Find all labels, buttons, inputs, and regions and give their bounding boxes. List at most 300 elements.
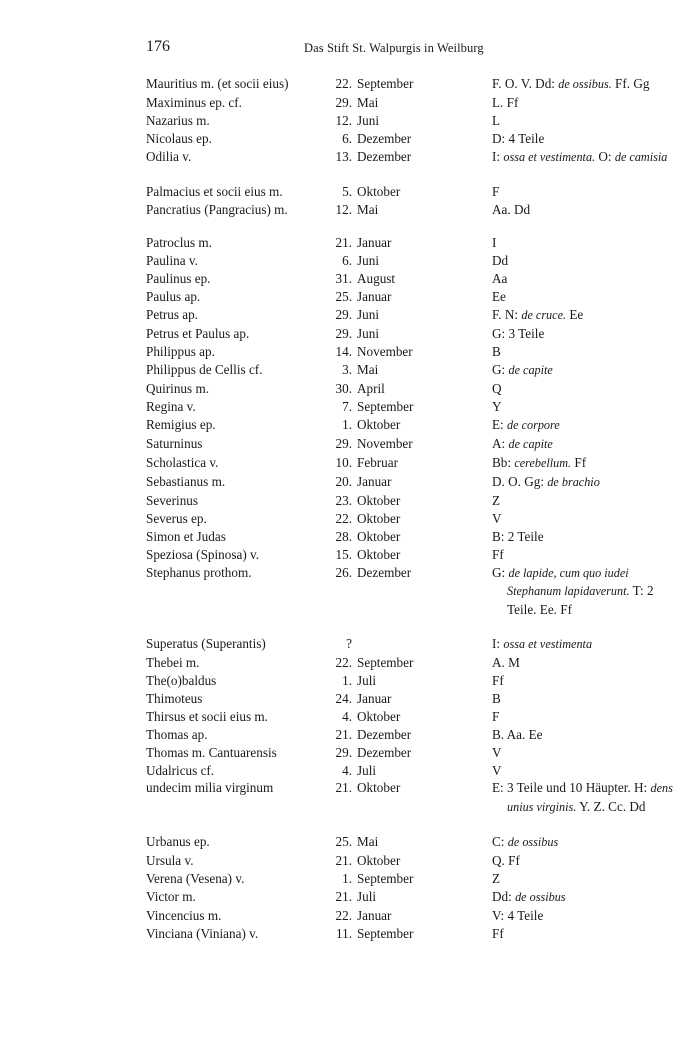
feast-date	[326, 852, 492, 870]
feast-month: Juli	[357, 762, 377, 778]
relic-note-latin: de ossibus.	[558, 77, 612, 91]
relic-note-latin: de ossibus	[507, 834, 559, 849]
feast-month: Oktober	[357, 183, 401, 199]
list-item	[146, 888, 656, 907]
saint-name: Ursula v.	[146, 852, 194, 868]
relic-sigla: G: 3 Teile	[492, 326, 545, 342]
feast-day: 11.	[336, 925, 352, 941]
relic-sigla: V	[492, 510, 502, 526]
relic-sigla: Y	[492, 398, 502, 414]
relic-note-latin: de cruce.	[521, 308, 567, 323]
saint-name: Scholastica v.	[146, 454, 219, 470]
feast-date	[326, 361, 492, 380]
saint-name: Nazarius m.	[146, 112, 210, 128]
feast-month: Januar	[357, 690, 392, 706]
feast-day: 21.	[335, 852, 352, 868]
relic-sigla: G:	[492, 362, 509, 377]
relic-note-latin: de camisia	[614, 149, 668, 164]
feast-month: Juni	[357, 112, 379, 128]
feast-date	[326, 398, 492, 416]
relic-sigla: Ff	[492, 925, 504, 941]
saint-name: Superatus (Superantis)	[146, 635, 266, 651]
relic-sigla: E:	[492, 416, 508, 432]
saint-name: Thirsus et socii eius m.	[146, 708, 268, 724]
feast-day: 4.	[342, 762, 352, 778]
relic-references	[492, 380, 681, 398]
relic-references	[492, 435, 681, 454]
relic-references	[492, 726, 681, 744]
feast-month: Januar	[357, 473, 392, 489]
saint-name: Thomas ap.	[146, 726, 208, 742]
saint-name: Nicolaus ep.	[146, 130, 212, 146]
feast-day: ?	[346, 635, 352, 651]
feast-date	[326, 252, 492, 270]
relic-references	[492, 343, 681, 361]
relic-references	[492, 252, 681, 270]
feast-date	[326, 708, 492, 726]
relic-references	[492, 762, 681, 780]
feast-day: 29.	[335, 326, 352, 342]
relic-references	[492, 564, 681, 619]
feast-date	[326, 148, 492, 167]
feast-day: 25.	[335, 833, 352, 849]
feast-month: Februar	[357, 454, 399, 470]
saint-name: Petrus ap.	[146, 307, 199, 323]
saint-name: Philippus ap.	[146, 344, 215, 360]
feast-day: 21.	[335, 235, 352, 251]
feast-date	[326, 201, 492, 219]
relic-note-latin: de capite	[508, 363, 553, 377]
feast-month: Oktober	[357, 852, 401, 868]
feast-day: 13.	[335, 148, 352, 164]
relic-sigla: Ff	[492, 546, 504, 562]
feast-day: 21.	[335, 726, 352, 742]
relic-references	[492, 510, 681, 528]
feast-day: 29.	[335, 307, 352, 323]
saint-name: Maximinus ep. cf.	[146, 94, 242, 110]
relic-sigla: F. O. V. Dd:	[492, 76, 559, 91]
feast-date	[326, 288, 492, 306]
saint-name: Sebastianus m.	[146, 473, 226, 489]
saint-name: Palmacius et socii eius m.	[146, 183, 283, 199]
list-item	[146, 288, 656, 306]
saint-name: Speziosa (Spinosa) v.	[146, 546, 260, 562]
relic-sigla: E: 3 Teile und 10 Häupter. H:	[492, 780, 651, 796]
feast-day: 20.	[335, 473, 352, 489]
relic-references	[492, 870, 681, 888]
list-item	[146, 112, 656, 130]
relic-sigla: Ee	[566, 307, 584, 323]
relic-references	[492, 654, 681, 672]
relic-references	[492, 288, 681, 306]
relic-sigla: B. Aa. Ee	[492, 726, 543, 742]
feast-date	[326, 726, 492, 744]
relic-references	[492, 94, 681, 112]
feast-date	[326, 672, 492, 690]
relic-sigla: A. M	[492, 654, 520, 670]
relic-references	[492, 779, 681, 816]
relic-references	[492, 361, 681, 380]
list-item	[146, 672, 656, 690]
feast-day: 25.	[335, 289, 352, 305]
relic-sigla: C:	[492, 833, 508, 849]
feast-month: September	[357, 925, 414, 941]
feast-month: September	[357, 654, 414, 670]
saint-name: Severus ep.	[146, 510, 207, 526]
list-item	[146, 870, 656, 888]
feast-date	[326, 744, 492, 762]
relic-note-latin: dens unius virginis.	[507, 781, 673, 815]
feast-date	[326, 779, 492, 816]
relic-sigla: D. O. Gg:	[492, 473, 548, 489]
list-item	[146, 690, 656, 708]
feast-date	[326, 435, 492, 454]
list-item	[146, 94, 656, 112]
feast-month: Oktober	[357, 416, 401, 432]
relic-sigla: B: 2 Teile	[492, 528, 544, 544]
feast-date	[326, 112, 492, 130]
list-item	[146, 270, 656, 288]
relic-sigla: L. Ff	[492, 94, 519, 110]
feast-month: Oktober	[357, 708, 401, 724]
saint-name: Stephanus prothom.	[146, 564, 252, 580]
feast-date	[326, 94, 492, 112]
feast-month: November	[357, 435, 413, 451]
list-item	[146, 201, 656, 219]
list-item	[146, 528, 656, 546]
relic-sigla: Dd:	[492, 888, 516, 904]
feast-date	[326, 306, 492, 325]
saint-name: Thebei m.	[146, 654, 200, 670]
list-item	[146, 325, 656, 343]
saint-name: Vinciana (Viniana) v.	[146, 925, 259, 941]
feast-day: 31.	[335, 271, 352, 287]
feast-date	[326, 833, 492, 852]
feast-month: Oktober	[357, 528, 401, 544]
saint-name: Paulina v.	[146, 253, 198, 269]
list-item	[146, 907, 656, 925]
feast-date	[326, 546, 492, 564]
running-title: Das Stift St. Walpurgis in Weilburg	[304, 41, 484, 55]
relic-references	[492, 546, 681, 564]
saint-name: Pancratius (Pangracius) m.	[146, 201, 288, 217]
feast-month: September	[357, 76, 414, 91]
relic-sigla: F. N:	[492, 307, 522, 323]
feast-day: 14.	[335, 344, 352, 360]
feast-month: Juni	[357, 326, 379, 342]
feast-month: Oktober	[357, 492, 401, 508]
feast-day: 4.	[342, 708, 352, 724]
feast-day: 26.	[335, 564, 352, 580]
page-number: 176	[146, 38, 170, 55]
saint-name: Saturninus	[146, 435, 203, 451]
list-item	[146, 454, 656, 473]
feast-day: 3.	[342, 362, 352, 377]
relic-sigla: V: 4 Teile	[492, 907, 544, 923]
list-item	[146, 252, 656, 270]
saint-name: Odilia v.	[146, 148, 192, 164]
relic-references	[492, 907, 681, 925]
list-item	[146, 306, 656, 325]
feast-date	[326, 492, 492, 510]
relic-sigla: I	[492, 235, 497, 251]
feast-date	[326, 380, 492, 398]
list-item	[146, 416, 656, 435]
saint-name: Verena (Vesena) v.	[146, 870, 245, 886]
list-item	[146, 75, 656, 94]
relic-sigla: I:	[492, 635, 504, 651]
list-item	[146, 744, 656, 762]
feast-day: 29.	[335, 435, 352, 451]
relic-sigla: V	[492, 744, 502, 760]
relic-sigla: O:	[595, 148, 615, 164]
relic-note-latin: de lapide, cum quo iudei Stephanum lapidaverunt.	[507, 565, 630, 599]
saint-name: Victor m.	[146, 888, 196, 904]
relic-note-latin: de capite	[508, 436, 553, 451]
feast-month: Dezember	[357, 744, 412, 760]
feast-month: Dezember	[357, 564, 412, 580]
feast-day: 5.	[342, 183, 352, 199]
relic-references	[492, 454, 681, 473]
feast-month: Juli	[357, 672, 377, 688]
list-item	[146, 361, 656, 380]
relic-references	[492, 635, 681, 654]
relic-references	[492, 148, 681, 167]
relic-references	[492, 833, 681, 852]
relic-references	[492, 112, 681, 130]
relic-sigla: Q	[492, 380, 502, 396]
feast-date	[326, 564, 492, 619]
feast-month: Januar	[357, 907, 392, 923]
relic-references	[492, 75, 681, 94]
feast-day: 21.	[335, 780, 352, 796]
feast-month: Juli	[357, 888, 377, 904]
relic-sigla: Dd	[492, 253, 509, 269]
relic-sigla: Bb:	[492, 454, 515, 470]
feast-day: 29.	[335, 744, 352, 760]
feast-month: April	[357, 380, 385, 396]
feast-date	[326, 907, 492, 925]
relic-references	[492, 852, 681, 870]
saint-name: Paulinus ep.	[146, 271, 211, 287]
list-item	[146, 726, 656, 744]
feast-day: 10.	[335, 454, 352, 470]
feast-day: 28.	[335, 528, 352, 544]
relic-sigla: Z	[492, 870, 501, 886]
feast-month: Mai	[357, 201, 379, 217]
relic-references	[492, 492, 681, 510]
feast-month: Januar	[357, 235, 392, 251]
relic-references	[492, 306, 681, 325]
relic-references	[492, 473, 681, 492]
saint-name: Vincencius m.	[146, 907, 222, 923]
relic-sigla: Ff	[571, 454, 587, 470]
feast-month: Dezember	[357, 148, 412, 164]
list-item	[146, 564, 656, 619]
relic-sigla: F	[492, 708, 500, 724]
relic-references	[492, 398, 681, 416]
relic-sigla: G:	[492, 564, 509, 580]
feast-date	[326, 416, 492, 435]
list-item	[146, 492, 656, 510]
saint-name: undecim milia virginum	[146, 780, 274, 796]
saint-name: Patroclus m.	[146, 235, 212, 251]
feast-month: Januar	[357, 289, 392, 305]
feast-month: Mai	[357, 833, 379, 849]
feast-month: Oktober	[357, 546, 401, 562]
relic-references	[492, 528, 681, 546]
relic-note-latin: cerebellum.	[514, 455, 572, 470]
feast-date	[326, 762, 492, 780]
running-header	[146, 38, 654, 60]
list-item	[146, 762, 656, 780]
relic-references	[492, 690, 681, 708]
list-item	[146, 183, 656, 201]
relic-references	[492, 130, 681, 148]
saint-name: Thomas m. Cantuarensis	[146, 744, 277, 760]
saint-name: Simon et Judas	[146, 528, 226, 544]
list-item	[146, 654, 656, 672]
saint-name: Paulus ap.	[146, 289, 201, 305]
feast-month: Mai	[357, 94, 379, 110]
feast-day: 12.	[335, 112, 352, 128]
list-item	[146, 343, 656, 361]
list-item	[146, 925, 656, 943]
feast-day: 6.	[342, 130, 352, 146]
relic-references	[492, 416, 681, 435]
feast-month: September	[357, 870, 414, 886]
relic-references	[492, 925, 681, 943]
feast-day: 30.	[335, 380, 352, 396]
list-item	[146, 546, 656, 564]
feast-day: 1.	[342, 870, 352, 886]
feast-date	[326, 654, 492, 672]
feast-date	[326, 510, 492, 528]
relic-references	[492, 325, 681, 343]
relic-sigla: Ff. Gg	[611, 76, 650, 91]
feast-date	[326, 130, 492, 148]
feast-month: Oktober	[357, 780, 401, 796]
saint-name: The(o)baldus	[146, 672, 217, 688]
list-item	[146, 380, 656, 398]
relic-sigla: Z	[492, 492, 501, 508]
relic-sigla: Ff	[492, 672, 504, 688]
relic-sigla: Ee	[492, 289, 506, 305]
feast-date	[326, 75, 492, 94]
relic-sigla: Aa. Dd	[492, 201, 531, 217]
feast-date	[326, 473, 492, 492]
feast-date	[326, 454, 492, 473]
relic-sigla: L	[492, 112, 501, 128]
feast-day: 6.	[342, 253, 352, 269]
saint-name: Mauritius m. (et socii eius)	[146, 76, 289, 91]
feast-date	[326, 635, 492, 654]
saint-name: Petrus et Paulus ap.	[146, 326, 250, 342]
relic-sigla: I:	[492, 148, 504, 164]
feast-day: 24.	[335, 690, 352, 706]
relic-references	[492, 201, 681, 219]
relic-sigla: Q. Ff	[492, 852, 520, 868]
relic-sigla: T: 2 Teile. Ee. Ff	[507, 583, 654, 618]
relic-sigla: Aa	[492, 271, 508, 287]
relic-references	[492, 744, 681, 762]
list-item	[146, 148, 668, 167]
relic-note-latin: de brachio	[547, 474, 600, 489]
feast-date	[326, 690, 492, 708]
list-item	[146, 473, 656, 492]
relic-note-latin: de corpore	[507, 417, 560, 432]
relic-sigla: Y. Z. Cc. Dd	[576, 799, 646, 815]
feast-date	[326, 925, 492, 943]
relic-sigla: F	[492, 183, 500, 199]
list-item	[146, 833, 656, 852]
relic-note-latin: ossa et vestimenta.	[503, 149, 596, 164]
relic-sigla: B	[492, 344, 501, 360]
list-item	[146, 708, 656, 726]
feast-day: 22.	[335, 654, 352, 670]
feast-month: November	[357, 344, 413, 360]
relic-references	[492, 270, 681, 288]
feast-month: Dezember	[357, 130, 412, 146]
saint-name: Thimoteus	[146, 690, 203, 706]
saint-name: Udalricus cf.	[146, 762, 215, 778]
relic-sigla: A:	[492, 435, 509, 451]
feast-month: Juni	[357, 253, 379, 269]
relic-note-latin: ossa et vestimenta	[503, 636, 593, 651]
saint-name: Severinus	[146, 492, 199, 508]
relic-sigla: D: 4 Teile	[492, 130, 545, 146]
relic-references	[492, 183, 681, 201]
list-item	[146, 130, 656, 148]
feast-day: 22.	[335, 76, 352, 91]
feast-day: 29.	[335, 94, 352, 110]
list-item	[146, 435, 656, 454]
feast-day: 22.	[335, 510, 352, 526]
feast-day: 23.	[335, 492, 352, 508]
relic-references	[492, 888, 681, 907]
list-item	[146, 398, 656, 416]
saint-name: Urbanus ep.	[146, 833, 210, 849]
feast-date	[326, 888, 492, 907]
relic-references	[492, 234, 681, 252]
feast-date	[326, 343, 492, 361]
feast-date	[326, 528, 492, 546]
feast-month: Mai	[357, 362, 379, 377]
feast-month: Dezember	[357, 726, 412, 742]
feast-month: Oktober	[357, 510, 401, 526]
feast-month: September	[357, 398, 414, 414]
feast-day: 15.	[335, 546, 352, 562]
saint-name: Remigius ep.	[146, 416, 216, 432]
feast-day: 22.	[335, 907, 352, 923]
feast-date	[326, 183, 492, 201]
feast-date	[326, 325, 492, 343]
saints-relics-list	[146, 75, 673, 943]
saint-name: Quirinus m.	[146, 380, 210, 396]
relic-sigla: V	[492, 762, 502, 778]
feast-month: August	[357, 271, 396, 287]
saint-name: Regina v.	[146, 398, 196, 414]
list-item	[146, 635, 656, 654]
list-item	[146, 234, 656, 252]
relic-references	[492, 672, 681, 690]
feast-day: 1.	[342, 416, 352, 432]
feast-day: 12.	[335, 201, 352, 217]
feast-month: Juni	[357, 307, 379, 323]
feast-date	[326, 870, 492, 888]
list-item	[146, 779, 673, 816]
relic-sigla: B	[492, 690, 501, 706]
